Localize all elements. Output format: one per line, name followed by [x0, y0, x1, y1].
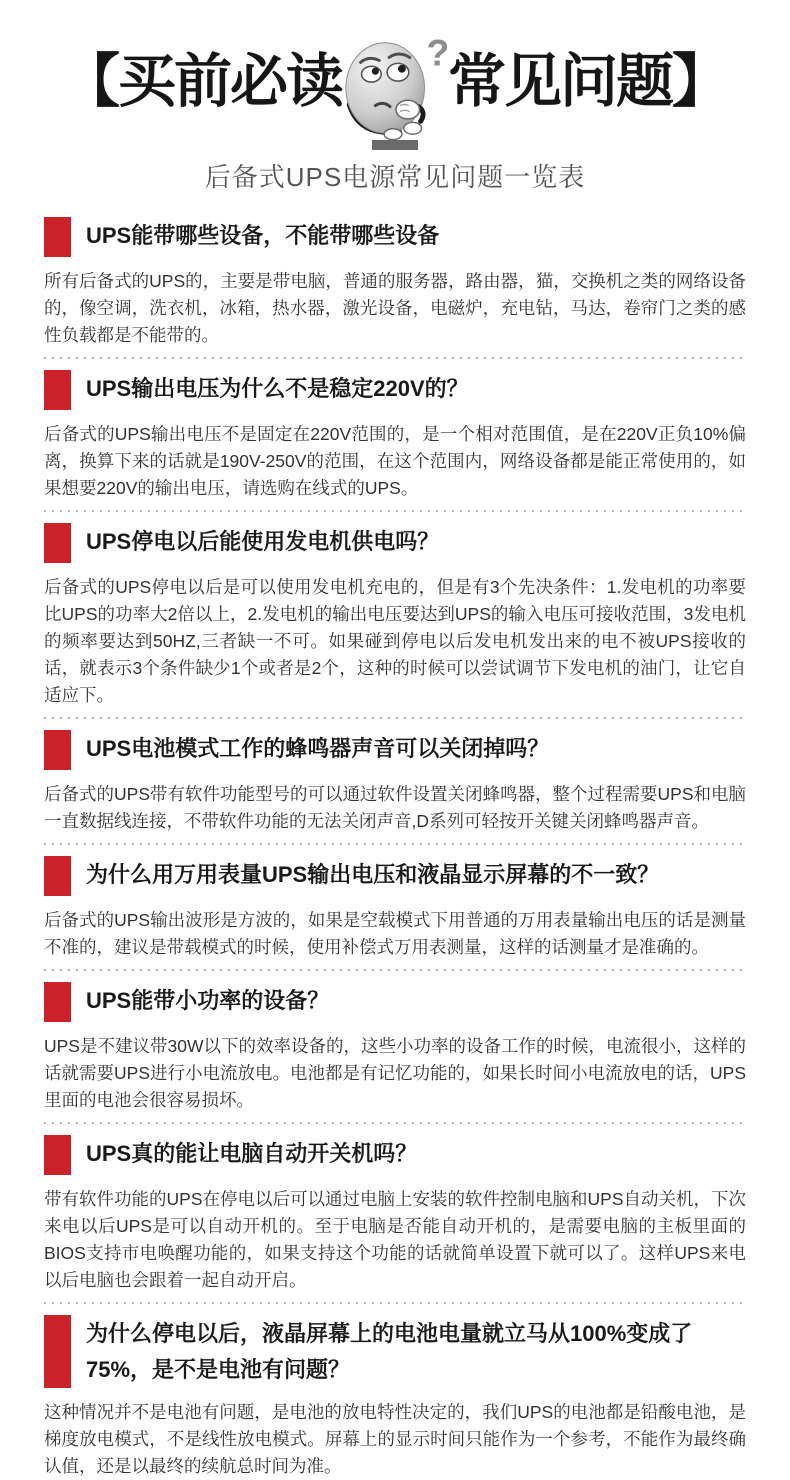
dotted-divider: [44, 510, 746, 512]
page-title-right: 常见问题】: [448, 49, 729, 114]
page-title: [0, 30, 790, 134]
question-marker: [44, 856, 71, 896]
faq-question-row: [44, 730, 746, 770]
title-divider-bar: [372, 140, 418, 150]
faq-answer: 后备式的UPS带有软件功能型号的可以通过软件设置关闭蜂鸣器，整个过程需要UPS和电脑一直数据线连接，不带软件功能的无法关闭声音,D系列可轻按开关键关闭蜂鸣器声音。: [44, 784, 746, 831]
faq-answer: 这种情况并不是电池有问题，是电池的放电特性决定的，我们UPS的电池都是铅酸电池，是梯度放电模式，不是线性放电模式。屏幕上的显示时间只能作为一个参考，不能作为最终确认值，还是以最终的续航总时间为准。: [44, 1402, 746, 1476]
faq-question-row: [44, 217, 746, 257]
faq-section: [44, 982, 746, 1124]
dotted-divider: [44, 357, 746, 359]
faq-section: [44, 217, 746, 359]
faq-question: 为什么用万用表量UPS输出电压和液晶显示屏幕的不一致？: [86, 862, 660, 887]
faq-question: UPS电池模式工作的蜂鸣器声音可以关闭掉吗？: [86, 736, 550, 761]
thinking-face-icon: [336, 29, 454, 141]
faq-answer: 后备式的UPS输出电压不是固定在220V范围的，是一个相对范围值，是在220V正负10%偏离，换算下来的话就是190V-250V的范围，在这个范围内，网络设备都是能正常使用的，如果想要220V的输出电压，请选购在线式的UPS。: [44, 424, 746, 498]
question-marker: [44, 982, 71, 1022]
faq-answer: 带有软件功能的UPS在停电以后可以通过电脑上安装的软件控制电脑和UPS自动关机，下次来电以后UPS是可以自动开机的。至于电脑是否能自动开机的，是需要电脑的主板里面的BIOS支持市电唤醒功能的，如果支持这个功能的话就简单设置下就可以了。这样UPS来电以后电脑也会跟着一起自动开启。: [44, 1189, 746, 1290]
faq-section: [44, 730, 746, 845]
faq-question: UPS真的能让电脑自动开关机吗？: [86, 1141, 418, 1166]
question-marker: [44, 217, 71, 257]
page-header: [0, 0, 790, 194]
question-marker: [44, 523, 71, 563]
faq-answer: 后备式的UPS停电以后是可以使用发电机充电的，但是有3个先决条件：1.发电机的功率要比UPS的功率大2倍以上，2.发电机的输出电压要达到UPS的输入电压可接收范围，3发电机的频率要达到50HZ,三者缺一不可。如果碰到停电以后发电机发出来的电不被UPS接收的话，就表示3个条件缺少1个或者是2个，这种的时候可以尝试调节下发电机的油门，让它自适应下。: [44, 577, 746, 705]
faq-list: [44, 194, 746, 1480]
dotted-divider: [44, 717, 746, 719]
faq-question: 为什么停电以后，液晶屏幕上的电池电量就立马从100%变成了75%，是不是电池有问题？: [86, 1321, 693, 1382]
page-title-left: 【买前必读: [61, 49, 342, 114]
faq-question-row: [44, 370, 746, 410]
dotted-divider: [44, 1122, 746, 1124]
faq-section: [44, 856, 746, 971]
dotted-divider: [44, 1302, 746, 1304]
thinker-head: [346, 43, 425, 133]
faq-answer: 后备式的UPS输出波形是方波的，如果是空载模式下用普通的万用表量输出电压的话是测量不准的，建议是带载模式的时候，使用补偿式万用表测量，这样的话测量才是准确的。: [44, 910, 746, 957]
faq-question-row: [44, 856, 746, 896]
faq-section: [44, 1315, 746, 1480]
thinker-hand: [396, 100, 420, 119]
dotted-divider: [44, 843, 746, 845]
faq-question-row: [44, 1315, 746, 1388]
question-mark-glyph: ?: [426, 31, 450, 74]
faq-question-row: [44, 1135, 746, 1175]
faq-question-row: [44, 523, 746, 563]
faq-question-row: [44, 982, 746, 1022]
faq-answer: 所有后备式的UPS的，主要是带电脑，普通的服务器，路由器，猫，交换机之类的网络设备的，像空调，洗衣机，冰箱，热水器，激光设备，电磁炉，充电钻，马达，卷帘门之类的感性负载都是不能带的。: [44, 271, 746, 345]
question-marker: [44, 1135, 71, 1175]
faq-question: UPS能带哪些设备，不能带哪些设备: [86, 223, 440, 248]
question-marker: [44, 730, 71, 770]
faq-question: UPS输出电压为什么不是稳定220V的？: [86, 376, 469, 401]
page-subtitle: 后备式UPS电源常见问题一览表: [204, 162, 586, 192]
faq-question: UPS能带小功率的设备？: [86, 988, 330, 1013]
dotted-divider: [44, 969, 746, 971]
faq-answer: UPS是不建议带30W以下的效率设备的，这些小功率的设备工作的时候，电流很小，这样的话就需要UPS进行小电流放电。电池都是有记忆功能的，如果长时间小电流放电的话，UPS里面的电池会很容易损坏。: [44, 1036, 746, 1110]
faq-section: [44, 523, 746, 719]
faq-section: [44, 1135, 746, 1304]
question-marker: [44, 370, 71, 410]
question-marker: [44, 1315, 71, 1388]
faq-section: [44, 370, 746, 512]
faq-question: UPS停电以后能使用发电机供电吗？: [86, 529, 440, 554]
